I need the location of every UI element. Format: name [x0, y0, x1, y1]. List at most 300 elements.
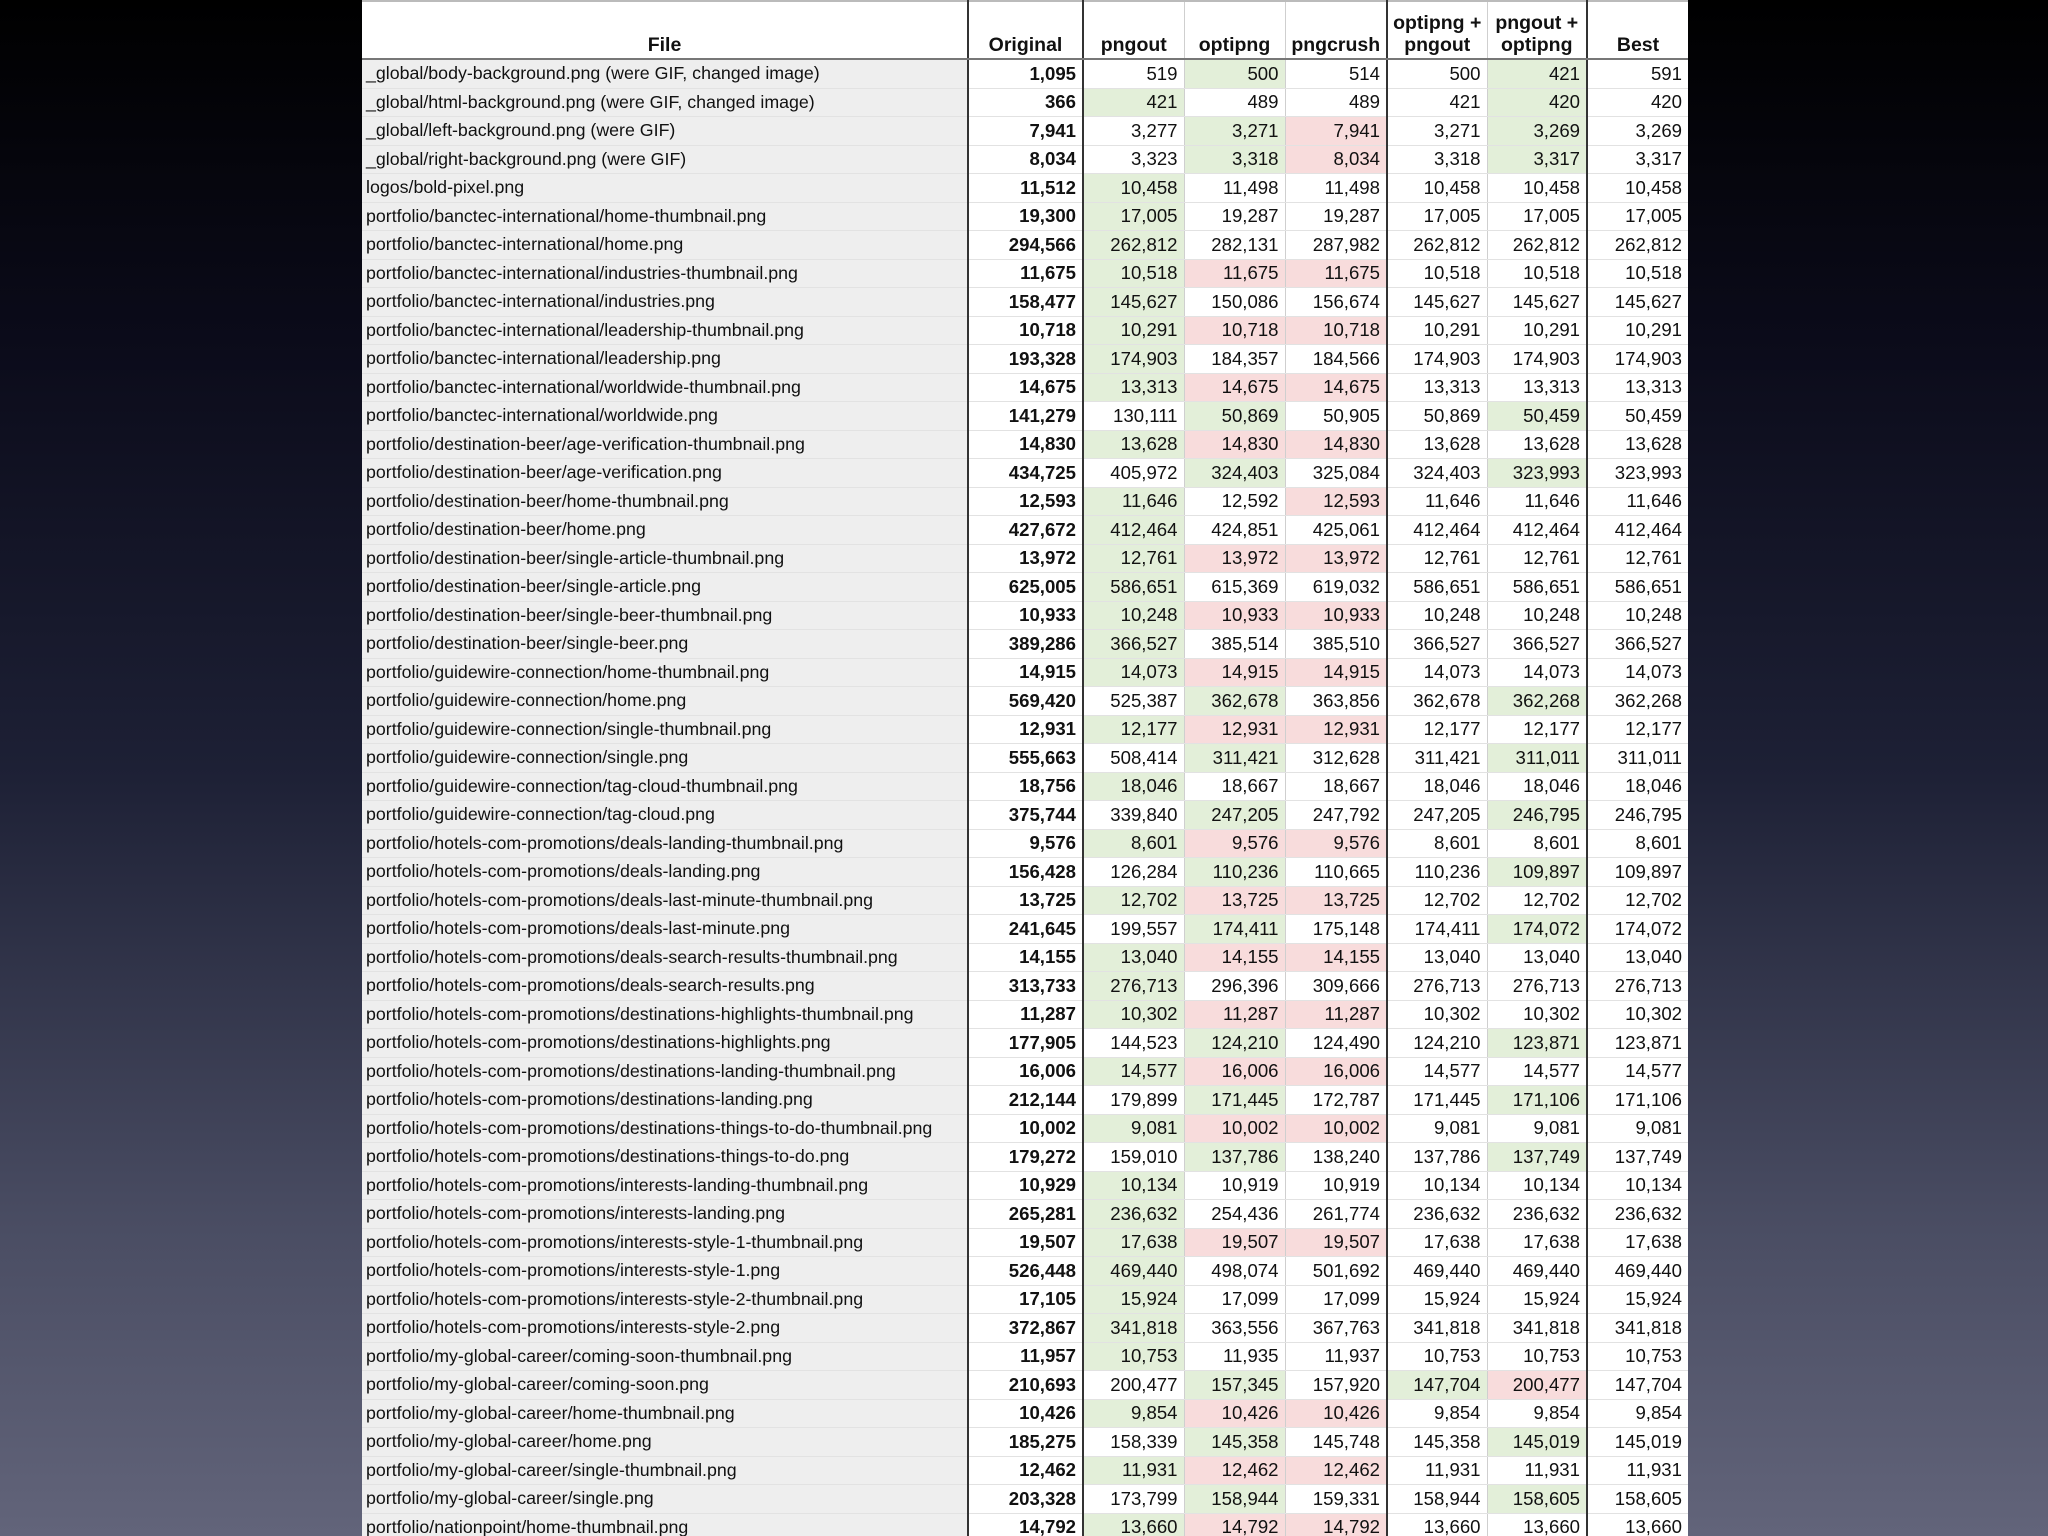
table-row: [362, 1371, 1688, 1400]
pngout-optipng-size-cell: 12,761: [1487, 544, 1587, 573]
optipng-size-cell: 385,514: [1184, 630, 1285, 659]
best-size-cell: 14,577: [1587, 1057, 1688, 1086]
optipng-size-cell: 124,210: [1184, 1029, 1285, 1058]
table-row: [362, 1342, 1688, 1371]
original-size-cell: 569,420: [968, 687, 1083, 716]
best-size-cell: 10,753: [1587, 1342, 1688, 1371]
file-name-cell: portfolio/guidewire-connection/tag-cloud-thumbnail.png: [362, 772, 968, 801]
pngout-size-cell: 10,291: [1083, 316, 1184, 345]
pngout-size-cell: 519: [1083, 59, 1184, 88]
pngout-optipng-size-cell: 14,577: [1487, 1057, 1587, 1086]
pngout-optipng-size-cell: 236,632: [1487, 1200, 1587, 1229]
original-size-cell: 14,155: [968, 943, 1083, 972]
original-size-cell: 14,915: [968, 658, 1083, 687]
pngout-optipng-size-cell: 109,897: [1487, 858, 1587, 887]
best-size-cell: 14,073: [1587, 658, 1688, 687]
optipng-pngout-size-cell: 10,291: [1387, 316, 1487, 345]
file-name-cell: portfolio/banctec-international/industries-thumbnail.png: [362, 259, 968, 288]
pngout-size-cell: 145,627: [1083, 288, 1184, 317]
pngout-optipng-size-cell: 276,713: [1487, 972, 1587, 1001]
original-size-cell: 10,718: [968, 316, 1083, 345]
file-name-cell: portfolio/destination-beer/home-thumbnail.png: [362, 487, 968, 516]
file-name-cell: portfolio/hotels-com-promotions/destinations-highlights-thumbnail.png: [362, 1000, 968, 1029]
pngout-optipng-size-cell: 17,638: [1487, 1228, 1587, 1257]
optipng-pngout-size-cell: 13,040: [1387, 943, 1487, 972]
pngcrush-size-cell: 184,566: [1285, 345, 1387, 374]
optipng-size-cell: 3,271: [1184, 117, 1285, 146]
table-row: [362, 459, 1688, 488]
optipng-pngout-size-cell: 174,411: [1387, 915, 1487, 944]
original-size-cell: 158,477: [968, 288, 1083, 317]
file-name-cell: portfolio/banctec-international/leadership.png: [362, 345, 968, 374]
pngout-optipng-size-cell: 13,660: [1487, 1513, 1587, 1536]
pngcrush-size-cell: 13,972: [1285, 544, 1387, 573]
file-name-cell: logos/bold-pixel.png: [362, 174, 968, 203]
optipng-pngout-size-cell: 10,134: [1387, 1171, 1487, 1200]
pngcrush-size-cell: 12,462: [1285, 1456, 1387, 1485]
optipng-pngout-size-cell: 324,403: [1387, 459, 1487, 488]
table-row: [362, 715, 1688, 744]
best-size-cell: 341,818: [1587, 1314, 1688, 1343]
file-name-cell: _global/right-background.png (were GIF): [362, 145, 968, 174]
pngout-size-cell: 412,464: [1083, 516, 1184, 545]
table-row: [362, 202, 1688, 231]
original-size-cell: 526,448: [968, 1257, 1083, 1286]
optipng-size-cell: 18,667: [1184, 772, 1285, 801]
optipng-pngout-size-cell: 13,660: [1387, 1513, 1487, 1536]
column-header-pngcrush: pngcrush: [1285, 1, 1387, 59]
file-name-cell: portfolio/hotels-com-promotions/deals-search-results-thumbnail.png: [362, 943, 968, 972]
optipng-size-cell: 10,718: [1184, 316, 1285, 345]
pngout-optipng-size-cell: 10,753: [1487, 1342, 1587, 1371]
column-header-file: File: [362, 1, 968, 59]
table-row: [362, 1228, 1688, 1257]
original-size-cell: 156,428: [968, 858, 1083, 887]
pngout-size-cell: 14,577: [1083, 1057, 1184, 1086]
original-size-cell: 427,672: [968, 516, 1083, 545]
original-size-cell: 434,725: [968, 459, 1083, 488]
best-size-cell: 13,313: [1587, 373, 1688, 402]
optipng-pngout-size-cell: 8,601: [1387, 829, 1487, 858]
pngout-size-cell: 10,302: [1083, 1000, 1184, 1029]
best-size-cell: 109,897: [1587, 858, 1688, 887]
optipng-pngout-size-cell: 171,445: [1387, 1086, 1487, 1115]
original-size-cell: 14,675: [968, 373, 1083, 402]
original-size-cell: 12,593: [968, 487, 1083, 516]
optipng-pngout-size-cell: 145,627: [1387, 288, 1487, 317]
optipng-pngout-size-cell: 3,318: [1387, 145, 1487, 174]
original-size-cell: 9,576: [968, 829, 1083, 858]
optipng-pngout-size-cell: 469,440: [1387, 1257, 1487, 1286]
optipng-size-cell: 14,915: [1184, 658, 1285, 687]
table-row: [362, 145, 1688, 174]
pngout-size-cell: 469,440: [1083, 1257, 1184, 1286]
pngout-optipng-size-cell: 15,924: [1487, 1285, 1587, 1314]
original-size-cell: 11,957: [968, 1342, 1083, 1371]
optipng-pngout-size-cell: 341,818: [1387, 1314, 1487, 1343]
pngout-optipng-size-cell: 10,302: [1487, 1000, 1587, 1029]
original-size-cell: 11,287: [968, 1000, 1083, 1029]
optipng-size-cell: 157,345: [1184, 1371, 1285, 1400]
optipng-size-cell: 11,287: [1184, 1000, 1285, 1029]
file-name-cell: portfolio/hotels-com-promotions/deals-landing-thumbnail.png: [362, 829, 968, 858]
optipng-pngout-size-cell: 11,931: [1387, 1456, 1487, 1485]
pngout-optipng-size-cell: 174,903: [1487, 345, 1587, 374]
pngcrush-size-cell: 489: [1285, 88, 1387, 117]
table-row: [362, 288, 1688, 317]
optipng-pngout-size-cell: 12,177: [1387, 715, 1487, 744]
table-row: [362, 487, 1688, 516]
table-row: [362, 858, 1688, 887]
optipng-pngout-size-cell: 17,005: [1387, 202, 1487, 231]
best-size-cell: 137,749: [1587, 1143, 1688, 1172]
optipng-size-cell: 150,086: [1184, 288, 1285, 317]
best-size-cell: 3,317: [1587, 145, 1688, 174]
pngout-size-cell: 8,601: [1083, 829, 1184, 858]
table-row: [362, 1114, 1688, 1143]
table-row: [362, 430, 1688, 459]
pngout-size-cell: 158,339: [1083, 1428, 1184, 1457]
optipng-size-cell: 247,205: [1184, 801, 1285, 830]
optipng-pngout-size-cell: 12,702: [1387, 886, 1487, 915]
original-size-cell: 366: [968, 88, 1083, 117]
original-size-cell: 389,286: [968, 630, 1083, 659]
original-size-cell: 12,931: [968, 715, 1083, 744]
optipng-pngout-size-cell: 421: [1387, 88, 1487, 117]
table-row: [362, 972, 1688, 1001]
pngcrush-size-cell: 385,510: [1285, 630, 1387, 659]
file-name-cell: portfolio/my-global-career/home-thumbnail.png: [362, 1399, 968, 1428]
pngcrush-size-cell: 309,666: [1285, 972, 1387, 1001]
file-name-cell: _global/body-background.png (were GIF, changed image): [362, 59, 968, 88]
pngout-optipng-size-cell: 10,248: [1487, 601, 1587, 630]
pngout-optipng-size-cell: 171,106: [1487, 1086, 1587, 1115]
best-size-cell: 10,518: [1587, 259, 1688, 288]
pngout-optipng-size-cell: 469,440: [1487, 1257, 1587, 1286]
optipng-size-cell: 174,411: [1184, 915, 1285, 944]
best-size-cell: 412,464: [1587, 516, 1688, 545]
pngcrush-size-cell: 325,084: [1285, 459, 1387, 488]
optipng-pngout-size-cell: 362,678: [1387, 687, 1487, 716]
column-header-pngout: pngout: [1083, 1, 1184, 59]
file-name-cell: portfolio/destination-beer/single-beer.png: [362, 630, 968, 659]
pngout-optipng-size-cell: 174,072: [1487, 915, 1587, 944]
file-name-cell: portfolio/destination-beer/single-beer-thumbnail.png: [362, 601, 968, 630]
pngout-size-cell: 174,903: [1083, 345, 1184, 374]
best-size-cell: 17,005: [1587, 202, 1688, 231]
optipng-pngout-size-cell: 9,854: [1387, 1399, 1487, 1428]
best-size-cell: 171,106: [1587, 1086, 1688, 1115]
pngcrush-size-cell: 11,675: [1285, 259, 1387, 288]
best-size-cell: 12,177: [1587, 715, 1688, 744]
optipng-pngout-size-cell: 137,786: [1387, 1143, 1487, 1172]
optipng-size-cell: 19,287: [1184, 202, 1285, 231]
table-row: [362, 886, 1688, 915]
original-size-cell: 13,972: [968, 544, 1083, 573]
table-row: [362, 1171, 1688, 1200]
pngout-size-cell: 421: [1083, 88, 1184, 117]
file-name-cell: portfolio/banctec-international/worldwide-thumbnail.png: [362, 373, 968, 402]
file-name-cell: portfolio/hotels-com-promotions/interests-style-1.png: [362, 1257, 968, 1286]
optipng-pngout-size-cell: 9,081: [1387, 1114, 1487, 1143]
optipng-size-cell: 13,725: [1184, 886, 1285, 915]
optipng-size-cell: 324,403: [1184, 459, 1285, 488]
original-size-cell: 16,006: [968, 1057, 1083, 1086]
optipng-size-cell: 12,462: [1184, 1456, 1285, 1485]
file-name-cell: portfolio/guidewire-connection/home.png: [362, 687, 968, 716]
original-size-cell: 185,275: [968, 1428, 1083, 1457]
pngout-optipng-size-cell: 341,818: [1487, 1314, 1587, 1343]
pngout-optipng-size-cell: 586,651: [1487, 573, 1587, 602]
pngcrush-size-cell: 159,331: [1285, 1485, 1387, 1514]
file-name-cell: portfolio/destination-beer/single-article-thumbnail.png: [362, 544, 968, 573]
optipng-size-cell: 500: [1184, 59, 1285, 88]
pngcrush-size-cell: 138,240: [1285, 1143, 1387, 1172]
optipng-size-cell: 14,155: [1184, 943, 1285, 972]
header-row: [362, 1, 1688, 59]
original-size-cell: 10,426: [968, 1399, 1083, 1428]
pngcrush-size-cell: 367,763: [1285, 1314, 1387, 1343]
pngcrush-size-cell: 261,774: [1285, 1200, 1387, 1229]
pngcrush-size-cell: 110,665: [1285, 858, 1387, 887]
optipng-size-cell: 3,318: [1184, 145, 1285, 174]
column-header-optipng-pngout: optipng + pngout: [1387, 1, 1487, 59]
pngcrush-size-cell: 363,856: [1285, 687, 1387, 716]
table-row: [362, 744, 1688, 773]
optipng-size-cell: 50,869: [1184, 402, 1285, 431]
best-size-cell: 311,011: [1587, 744, 1688, 773]
original-size-cell: 19,300: [968, 202, 1083, 231]
column-header-original: Original: [968, 1, 1083, 59]
table-body: [362, 59, 1688, 1536]
file-name-cell: portfolio/my-global-career/coming-soon.png: [362, 1371, 968, 1400]
table-row: [362, 231, 1688, 260]
table-row: [362, 117, 1688, 146]
best-size-cell: 123,871: [1587, 1029, 1688, 1058]
optipng-size-cell: 145,358: [1184, 1428, 1285, 1457]
pngout-optipng-size-cell: 123,871: [1487, 1029, 1587, 1058]
original-size-cell: 141,279: [968, 402, 1083, 431]
best-size-cell: 158,605: [1587, 1485, 1688, 1514]
optipng-pngout-size-cell: 174,903: [1387, 345, 1487, 374]
pngout-optipng-size-cell: 200,477: [1487, 1371, 1587, 1400]
original-size-cell: 212,144: [968, 1086, 1083, 1115]
original-size-cell: 8,034: [968, 145, 1083, 174]
pngcrush-size-cell: 10,426: [1285, 1399, 1387, 1428]
pngout-size-cell: 199,557: [1083, 915, 1184, 944]
file-name-cell: portfolio/hotels-com-promotions/interests-landing-thumbnail.png: [362, 1171, 968, 1200]
table-row: [362, 1399, 1688, 1428]
pngcrush-size-cell: 19,287: [1285, 202, 1387, 231]
file-name-cell: _global/left-background.png (were GIF): [362, 117, 968, 146]
pngout-optipng-size-cell: 17,005: [1487, 202, 1587, 231]
best-size-cell: 262,812: [1587, 231, 1688, 260]
file-name-cell: portfolio/hotels-com-promotions/destinations-landing.png: [362, 1086, 968, 1115]
table-row: [362, 1285, 1688, 1314]
optipng-pngout-size-cell: 276,713: [1387, 972, 1487, 1001]
optipng-size-cell: 11,935: [1184, 1342, 1285, 1371]
pngcrush-size-cell: 145,748: [1285, 1428, 1387, 1457]
best-size-cell: 420: [1587, 88, 1688, 117]
best-size-cell: 17,638: [1587, 1228, 1688, 1257]
optipng-size-cell: 110,236: [1184, 858, 1285, 887]
optipng-pngout-size-cell: 13,628: [1387, 430, 1487, 459]
file-name-cell: portfolio/hotels-com-promotions/interests-style-2-thumbnail.png: [362, 1285, 968, 1314]
pngout-optipng-size-cell: 323,993: [1487, 459, 1587, 488]
table-row: [362, 1485, 1688, 1514]
original-size-cell: 625,005: [968, 573, 1083, 602]
optipng-size-cell: 184,357: [1184, 345, 1285, 374]
pngcrush-size-cell: 14,915: [1285, 658, 1387, 687]
optipng-size-cell: 11,675: [1184, 259, 1285, 288]
best-size-cell: 13,660: [1587, 1513, 1688, 1536]
pngout-optipng-size-cell: 12,177: [1487, 715, 1587, 744]
pngout-size-cell: 9,854: [1083, 1399, 1184, 1428]
optipng-pngout-size-cell: 262,812: [1387, 231, 1487, 260]
pngcrush-size-cell: 13,725: [1285, 886, 1387, 915]
original-size-cell: 372,867: [968, 1314, 1083, 1343]
pngcrush-size-cell: 11,287: [1285, 1000, 1387, 1029]
original-size-cell: 17,105: [968, 1285, 1083, 1314]
table-row: [362, 772, 1688, 801]
original-size-cell: 14,792: [968, 1513, 1083, 1536]
optipng-pngout-size-cell: 3,271: [1387, 117, 1487, 146]
file-name-cell: portfolio/banctec-international/home.png: [362, 231, 968, 260]
original-size-cell: 1,095: [968, 59, 1083, 88]
pngout-optipng-size-cell: 246,795: [1487, 801, 1587, 830]
best-size-cell: 276,713: [1587, 972, 1688, 1001]
optipng-size-cell: 10,002: [1184, 1114, 1285, 1143]
table-row: [362, 316, 1688, 345]
pngcrush-size-cell: 514: [1285, 59, 1387, 88]
pngout-optipng-size-cell: 10,458: [1487, 174, 1587, 203]
original-size-cell: 177,905: [968, 1029, 1083, 1058]
best-size-cell: 10,458: [1587, 174, 1688, 203]
column-header-pngout-optipng: pngout + optipng: [1487, 1, 1587, 59]
pngcrush-size-cell: 7,941: [1285, 117, 1387, 146]
pngout-optipng-size-cell: 311,011: [1487, 744, 1587, 773]
best-size-cell: 366,527: [1587, 630, 1688, 659]
file-name-cell: portfolio/hotels-com-promotions/interests-style-2.png: [362, 1314, 968, 1343]
pngcrush-size-cell: 14,155: [1285, 943, 1387, 972]
pngcrush-size-cell: 312,628: [1285, 744, 1387, 773]
pngcrush-size-cell: 14,792: [1285, 1513, 1387, 1536]
pngout-size-cell: 12,761: [1083, 544, 1184, 573]
best-size-cell: 591: [1587, 59, 1688, 88]
optipng-size-cell: 489: [1184, 88, 1285, 117]
pngout-size-cell: 12,177: [1083, 715, 1184, 744]
pngout-size-cell: 276,713: [1083, 972, 1184, 1001]
pngout-size-cell: 339,840: [1083, 801, 1184, 830]
optipng-size-cell: 10,933: [1184, 601, 1285, 630]
file-name-cell: portfolio/hotels-com-promotions/deals-search-results.png: [362, 972, 968, 1001]
best-size-cell: 3,269: [1587, 117, 1688, 146]
table-row: [362, 1513, 1688, 1536]
optipng-pngout-size-cell: 10,518: [1387, 259, 1487, 288]
optipng-pngout-size-cell: 366,527: [1387, 630, 1487, 659]
pngout-optipng-size-cell: 362,268: [1487, 687, 1587, 716]
original-size-cell: 18,756: [968, 772, 1083, 801]
pngcrush-size-cell: 14,830: [1285, 430, 1387, 459]
pngout-size-cell: 13,628: [1083, 430, 1184, 459]
results-table: [362, 0, 1688, 1536]
pngout-optipng-size-cell: 13,313: [1487, 373, 1587, 402]
pngcrush-size-cell: 10,933: [1285, 601, 1387, 630]
file-name-cell: portfolio/destination-beer/home.png: [362, 516, 968, 545]
pngcrush-size-cell: 19,507: [1285, 1228, 1387, 1257]
best-size-cell: 12,702: [1587, 886, 1688, 915]
file-name-cell: portfolio/destination-beer/single-article.png: [362, 573, 968, 602]
pngout-size-cell: 236,632: [1083, 1200, 1184, 1229]
original-size-cell: 14,830: [968, 430, 1083, 459]
optipng-size-cell: 16,006: [1184, 1057, 1285, 1086]
file-name-cell: portfolio/hotels-com-promotions/deals-last-minute-thumbnail.png: [362, 886, 968, 915]
pngout-optipng-size-cell: 8,601: [1487, 829, 1587, 858]
best-size-cell: 9,081: [1587, 1114, 1688, 1143]
pngout-size-cell: 10,458: [1083, 174, 1184, 203]
original-size-cell: 193,328: [968, 345, 1083, 374]
pngcrush-size-cell: 619,032: [1285, 573, 1387, 602]
pngout-size-cell: 13,660: [1083, 1513, 1184, 1536]
pngcrush-size-cell: 16,006: [1285, 1057, 1387, 1086]
pngout-optipng-size-cell: 412,464: [1487, 516, 1587, 545]
best-size-cell: 9,854: [1587, 1399, 1688, 1428]
best-size-cell: 10,248: [1587, 601, 1688, 630]
pngout-optipng-size-cell: 3,317: [1487, 145, 1587, 174]
original-size-cell: 555,663: [968, 744, 1083, 773]
best-size-cell: 11,931: [1587, 1456, 1688, 1485]
pngout-optipng-size-cell: 13,628: [1487, 430, 1587, 459]
table-row: [362, 1143, 1688, 1172]
best-size-cell: 246,795: [1587, 801, 1688, 830]
optipng-size-cell: 424,851: [1184, 516, 1285, 545]
pngout-optipng-size-cell: 262,812: [1487, 231, 1587, 260]
pngout-optipng-size-cell: 18,046: [1487, 772, 1587, 801]
table-row: [362, 1057, 1688, 1086]
file-name-cell: portfolio/hotels-com-promotions/interests-style-1-thumbnail.png: [362, 1228, 968, 1257]
optipng-pngout-size-cell: 14,577: [1387, 1057, 1487, 1086]
file-name-cell: portfolio/hotels-com-promotions/destinations-things-to-do.png: [362, 1143, 968, 1172]
best-size-cell: 145,019: [1587, 1428, 1688, 1457]
pngcrush-size-cell: 12,593: [1285, 487, 1387, 516]
compression-results-table: [362, 0, 1688, 1536]
optipng-pngout-size-cell: 14,073: [1387, 658, 1487, 687]
file-name-cell: portfolio/guidewire-connection/tag-cloud.png: [362, 801, 968, 830]
optipng-size-cell: 9,576: [1184, 829, 1285, 858]
pngout-size-cell: 405,972: [1083, 459, 1184, 488]
file-name-cell: portfolio/hotels-com-promotions/interests-landing.png: [362, 1200, 968, 1229]
optipng-size-cell: 14,792: [1184, 1513, 1285, 1536]
table-row: [362, 943, 1688, 972]
pngout-size-cell: 159,010: [1083, 1143, 1184, 1172]
optipng-size-cell: 13,972: [1184, 544, 1285, 573]
pngout-size-cell: 126,284: [1083, 858, 1184, 887]
pngout-size-cell: 18,046: [1083, 772, 1184, 801]
pngout-optipng-size-cell: 158,605: [1487, 1485, 1587, 1514]
pngout-size-cell: 10,248: [1083, 601, 1184, 630]
optipng-pngout-size-cell: 236,632: [1387, 1200, 1487, 1229]
pngout-size-cell: 10,518: [1083, 259, 1184, 288]
original-size-cell: 241,645: [968, 915, 1083, 944]
pngout-size-cell: 10,753: [1083, 1342, 1184, 1371]
pngout-size-cell: 525,387: [1083, 687, 1184, 716]
best-size-cell: 10,134: [1587, 1171, 1688, 1200]
pngout-optipng-size-cell: 11,931: [1487, 1456, 1587, 1485]
best-size-cell: 8,601: [1587, 829, 1688, 858]
file-name-cell: portfolio/guidewire-connection/single.png: [362, 744, 968, 773]
optipng-pngout-size-cell: 15,924: [1387, 1285, 1487, 1314]
optipng-size-cell: 11,498: [1184, 174, 1285, 203]
